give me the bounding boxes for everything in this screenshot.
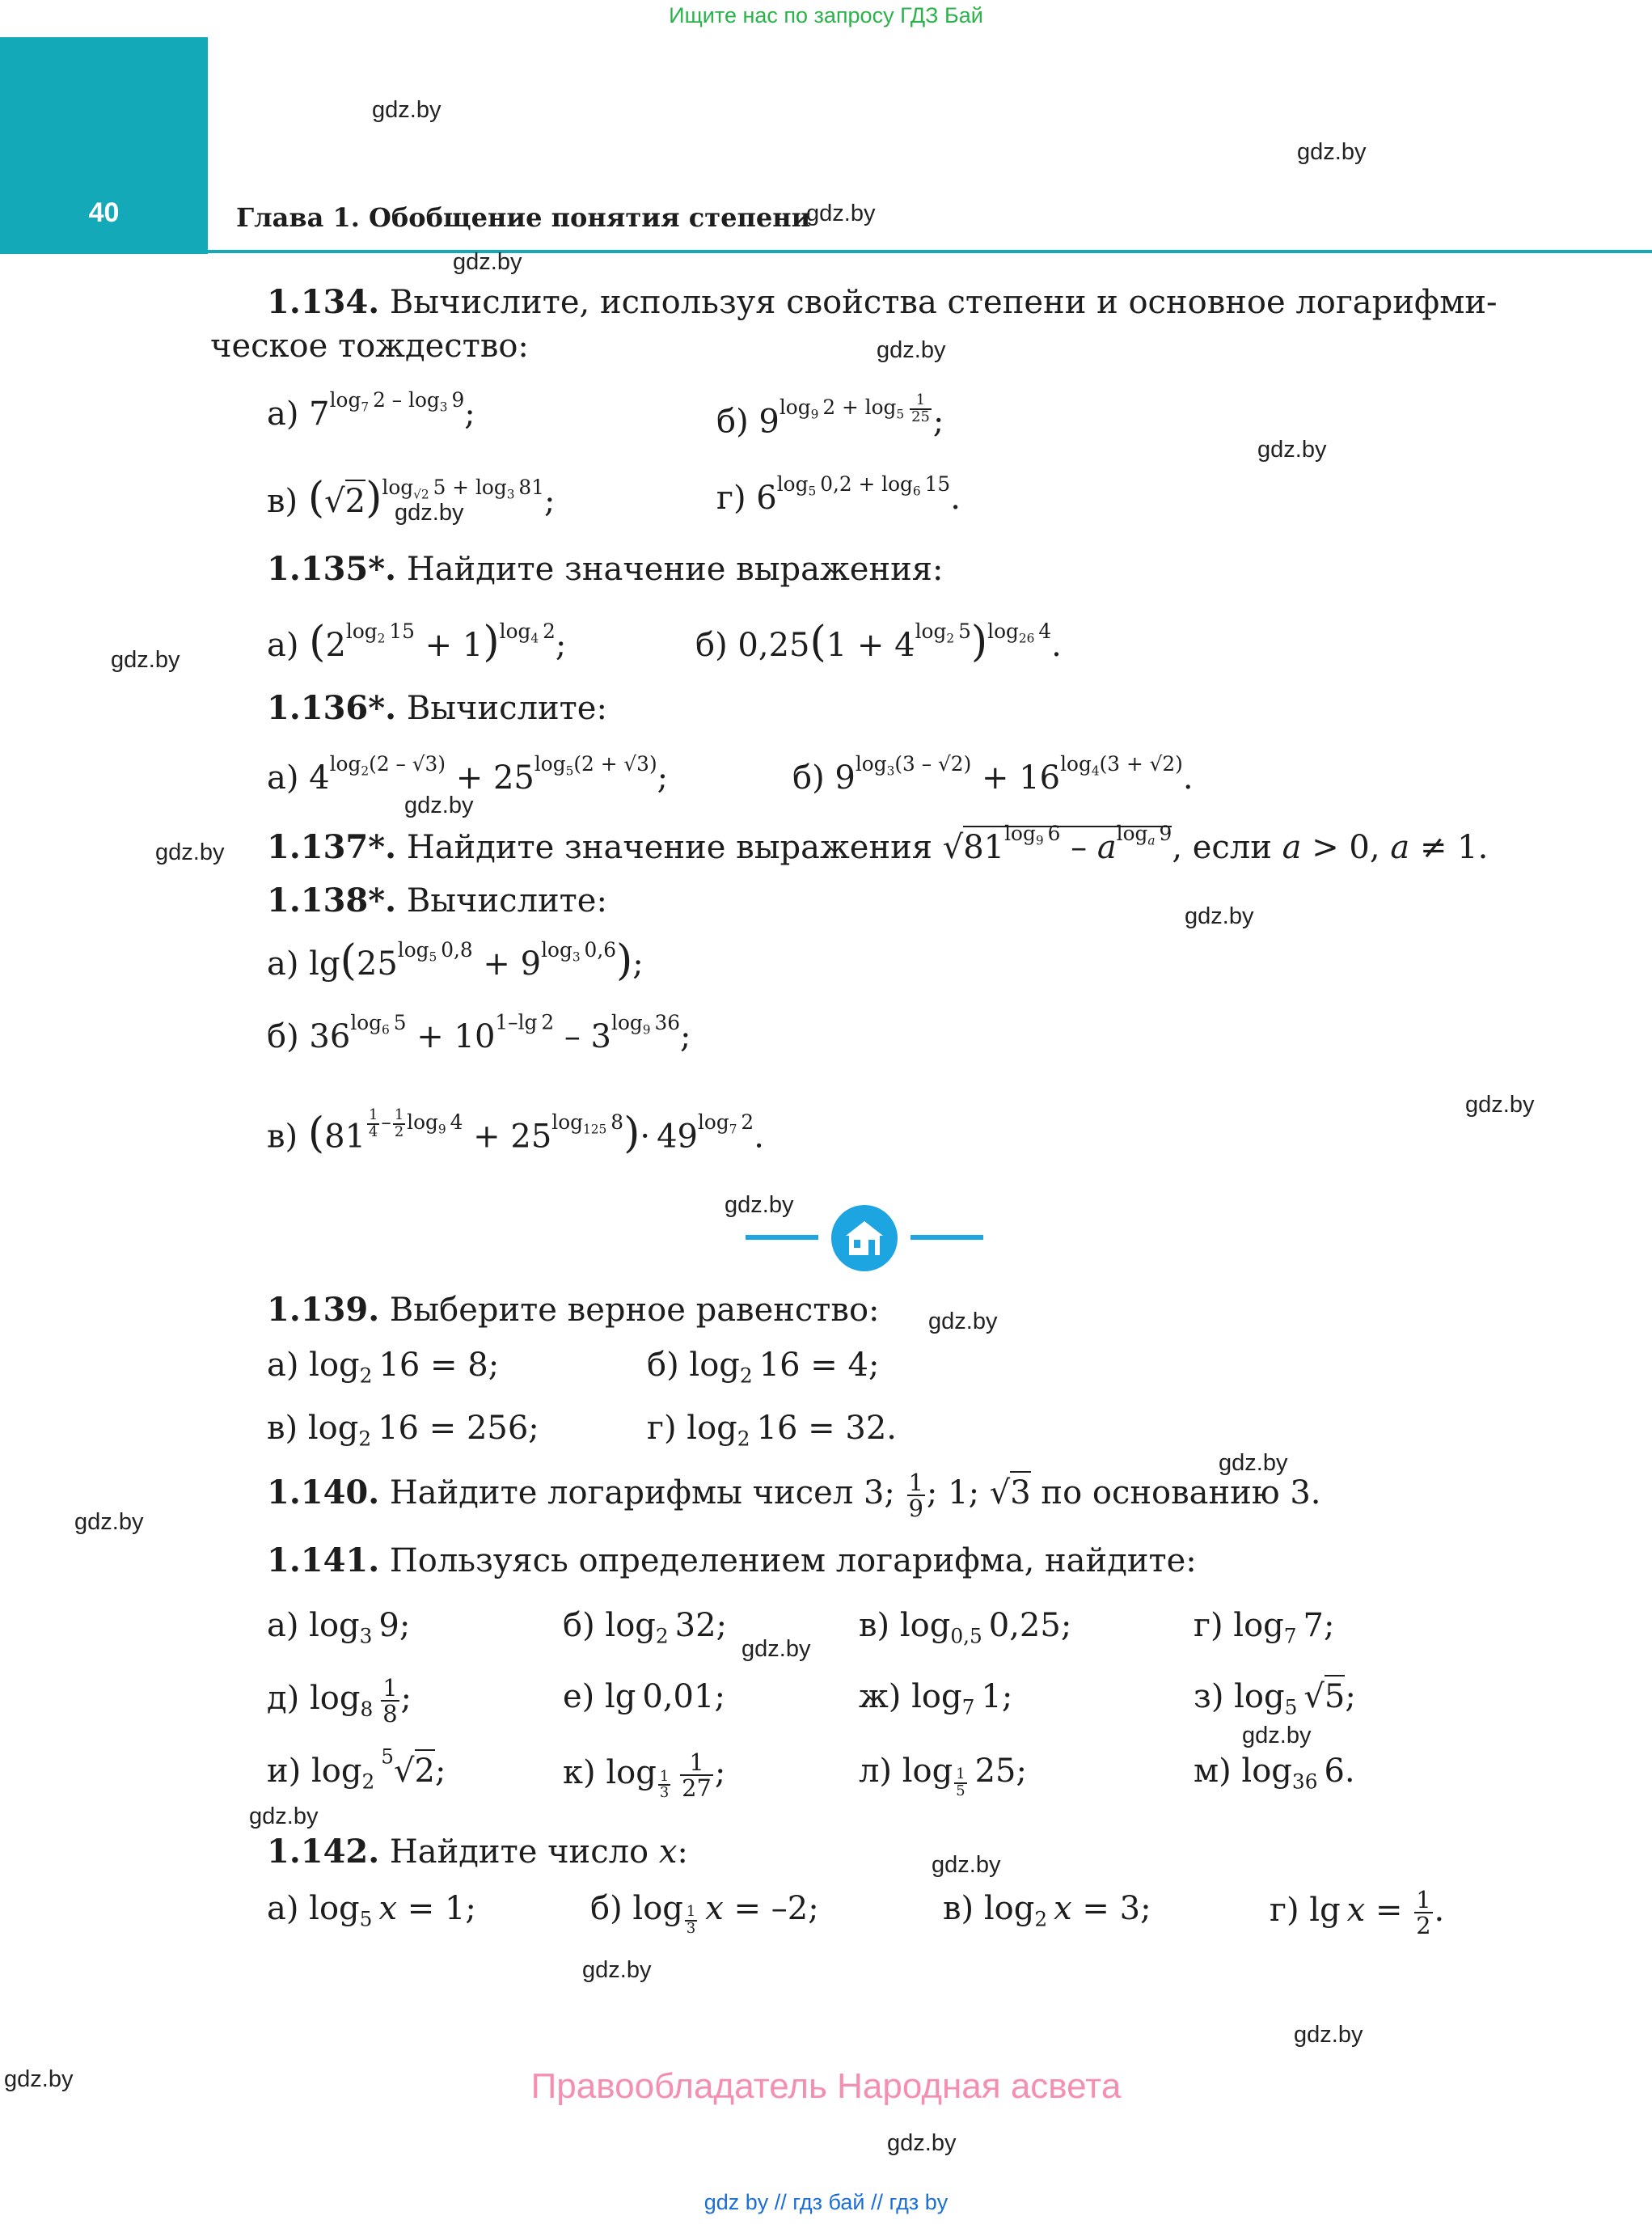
chapter-title: Глава 1. Обобщение понятия степени: [236, 202, 811, 233]
problem-1-139-b: б) $\log_2 16 = 4$;: [647, 1347, 880, 1388]
problem-1-142-g: г) lg x = $\frac{1}{2}$ .: [1270, 1886, 1445, 1940]
copyright-owner: Правообладатель Народная асвета: [530, 2066, 1122, 2106]
watermark: gdz.by: [395, 500, 464, 526]
problem-1-139-v: в) $\log_2 16 = 256$;: [267, 1410, 539, 1451]
problem-1-142-b: б) log $_{\frac{1}{3}}$ x = –2;: [590, 1890, 819, 1938]
top-search-link[interactable]: Ищите нас по запросу ГДЗ Бай: [669, 3, 983, 27]
problem-1-138-a: а) $\lg(25^{log_5 0,8} + 9^{log_3 0,6})$;: [267, 937, 644, 985]
house-icon: [831, 1205, 898, 1271]
problem-1-134-heading: 1.134. Вычислите, используя свойства степени и основное логарифми-: [267, 283, 1498, 321]
problem-1-141-v: в) $\log_{0,5} 0,25$;: [859, 1607, 1072, 1648]
problem-1-134-v: в) $(√2)^{log_{√2} 5 + log_3 81}$;: [267, 474, 556, 522]
watermark: gdz.by: [877, 337, 946, 363]
footer-links[interactable]: gdz by // гдз бай // гдз by: [703, 2190, 949, 2214]
watermark: gdz.by: [1465, 1092, 1535, 1118]
watermark: gdz.by: [1294, 2022, 1363, 2048]
watermark: gdz.by: [4, 2066, 74, 2092]
watermark: gdz.by: [1219, 1450, 1288, 1476]
watermark: gdz.by: [928, 1309, 998, 1334]
problem-1-134-g: г) $6^{log_5 0,2 + log_6 15}$.: [716, 471, 961, 517]
problem-1-142-a: а) $\log_5 x = 1$;: [267, 1890, 476, 1931]
problem-1-141-e: е) lg 0,01;: [563, 1678, 725, 1715]
watermark: gdz.by: [741, 1636, 811, 1662]
watermark: gdz.by: [1257, 437, 1327, 463]
watermark: gdz.by: [74, 1509, 144, 1535]
problem-1-136-a: а) $4^{log_2(2 - √3)} + 25^{log_5(2 + √3)}$;: [267, 751, 669, 797]
problem-1-135-a: а) $(2^{log_2 15} + 1)^{log_4 2}$;: [267, 618, 567, 666]
watermark: gdz.by: [111, 647, 180, 673]
problem-1-141-heading: 1.141. Пользуясь определением логарифма, найдите:: [267, 1541, 1197, 1579]
problem-1-135-heading: 1.135*. Найдите значение выражения:: [267, 550, 944, 588]
problem-1-134-b: б) $9^{log_9 2 + log_5 \frac{1}{25}}$ ;: [716, 391, 944, 441]
problem-1-139-g: г) $\log_2 16 = 32$.: [647, 1410, 897, 1451]
problem-1-139-a: а) $\log_2 16 = 8$;: [267, 1347, 500, 1388]
watermark: gdz.by: [249, 1803, 319, 1829]
watermark: gdz.by: [404, 793, 474, 818]
problem-1-138-heading: 1.138*. Вычислите:: [267, 882, 607, 920]
problem-1-136-heading: 1.136*. Вычислите:: [267, 689, 607, 727]
problem-1-141-m: м) $\log_{36} 6$.: [1194, 1753, 1355, 1794]
problem-1-141-k: к) log $_{\frac{1}{3}}$ $\frac{1}{27}$ ;: [563, 1748, 726, 1803]
problem-1-139-heading: 1.139. Выберите верное равенство:: [267, 1291, 880, 1329]
watermark: gdz.by: [453, 249, 522, 275]
problem-1-136-b: б) $9^{log_3(3 - √2)} + 16^{log_4(3 + √2)}$.: [792, 751, 1194, 797]
problem-1-137: 1.137*. Найдите значение выражения $√81^{log_9 6} - a^{log_a 9}$, если a > 0, a ≠ 1.: [267, 821, 1489, 866]
watermark: gdz.by: [155, 839, 225, 865]
problem-1-141-zh: ж) $\log_7 1$;: [859, 1678, 1013, 1719]
watermark: gdz.by: [806, 201, 876, 226]
watermark: gdz.by: [372, 97, 442, 123]
problem-1-138-b: б) $36^{log_6 5} + 10^{1-lg 2} - 3^{log_9 36}$;: [267, 1010, 691, 1055]
problem-1-141-a: а) $\log_3 9$;: [267, 1607, 411, 1648]
header-divider: [208, 250, 1652, 253]
problem-1-134-a: а) $7^{log_7 2 - log_3 9}$;: [267, 387, 475, 433]
separator-line: [911, 1235, 983, 1240]
problem-1-141-d: д) $\log_8$ $\frac{1}{8}$ ;: [267, 1674, 412, 1728]
watermark: gdz.by: [887, 2130, 957, 2156]
problem-1-141-z: з) $\log_5 √5$;: [1194, 1676, 1356, 1718]
watermark: gdz.by: [1297, 139, 1367, 165]
problem-1-141-g: г) $\log_7 7$;: [1194, 1607, 1335, 1648]
watermark: gdz.by: [1185, 903, 1254, 929]
problem-1-142-v: в) $\log_2 x = 3$;: [943, 1890, 1151, 1931]
problem-1-140: 1.140. Найдите логарифмы чисел 3; $\frac{1}{9}$ ; 1; √3 по основанию 3.: [267, 1469, 1321, 1523]
problem-1-141-i: и) $\log_2 ^5√2$;: [267, 1744, 446, 1794]
problem-1-134-heading-cont: ческое тождество:: [210, 328, 529, 365]
separator-line: [746, 1235, 818, 1240]
page-number: 40: [88, 197, 120, 228]
problem-1-141-l: л) log $_{\frac{1}{5}}$ 25;: [859, 1753, 1027, 1800]
watermark: gdz.by: [932, 1852, 1001, 1878]
problem-1-141-b: б) $\log_2 32$;: [563, 1607, 728, 1648]
problem-1-135-b: б) $0,25(1 + 4^{log_2 5})^{log_{26} 4}$.: [695, 618, 1062, 666]
watermark: gdz.by: [725, 1192, 794, 1218]
watermark: gdz.by: [1242, 1723, 1312, 1748]
problem-1-142-heading: 1.142. Найдите число x:: [267, 1833, 688, 1871]
problem-1-138-v: в) (81 $^{\frac{1}{4} - \frac{1}{2} log_9 4} + 25^{log_{125} 8})\cdot 49^{log_7 2}$.: [267, 1106, 764, 1158]
watermark: gdz.by: [582, 1957, 652, 1983]
